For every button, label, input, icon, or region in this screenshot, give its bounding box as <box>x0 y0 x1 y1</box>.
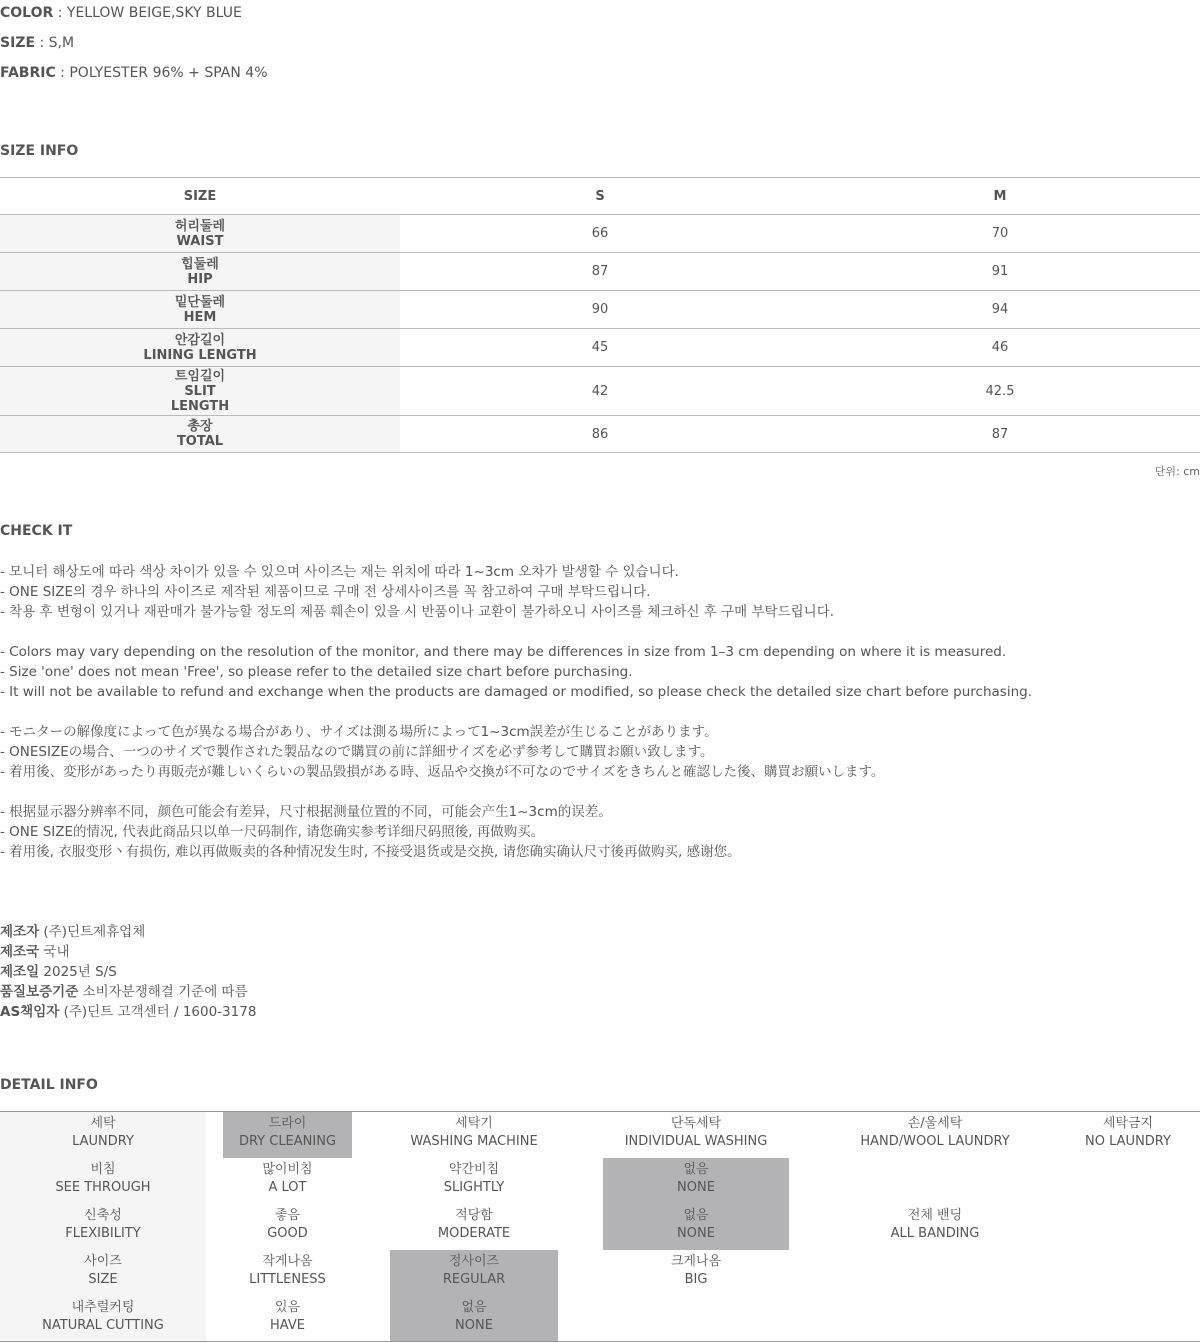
detail-option-individual: 단독세탁 INDIVIDUAL WASHING <box>624 1116 768 1149</box>
as-line <box>0 1003 256 1021</box>
date-value: 2025년 S/S <box>39 964 117 980</box>
detail-option-littleness: 작게나옴 LITTLENESS <box>249 1254 326 1287</box>
color-label: COLOR <box>0 5 54 21</box>
row-label: 트임길이 SLIT LENGTH <box>0 367 400 416</box>
header-size: SIZE <box>0 178 400 215</box>
detail-option-slightly: 약간비침 SLIGHTLY <box>443 1162 505 1195</box>
fabric-label: FABRIC <box>0 65 56 81</box>
check-line: - Size 'one' does not mean 'Free', so please refer to the detailed size chart before purchasing. <box>0 664 633 680</box>
detail-option-none-flexibility: 없음 NONE <box>603 1204 789 1250</box>
cell-s: 87 <box>400 253 800 291</box>
fabric-line <box>0 64 268 82</box>
check-it-title: CHECK IT <box>0 523 73 539</box>
row-label: 총장 TOTAL <box>0 416 400 453</box>
table-row <box>0 329 1200 367</box>
check-line: - ONE SIZE의 경우 하나의 사이즈로 제작된 제품이므로 구매 전 상세사이즈를 꼭 참고하여 구매 부탁드립니다. <box>0 584 651 600</box>
date-line <box>0 963 117 981</box>
detail-option-none-see-through: 없음 NONE <box>603 1158 789 1204</box>
check-line: - ONE SIZE的情况, 代表此商品只以单一尺码制作, 请您确实参考详细尺码照後, 再做购买。 <box>0 824 545 840</box>
size-table <box>0 177 1200 453</box>
date-label: 제조일 <box>0 964 40 980</box>
cell-m: 42.5 <box>800 367 1200 416</box>
detail-label-laundry: 세탁 LAUNDRY <box>72 1116 134 1149</box>
detail-option-big: 크게나옴 BIG <box>670 1254 722 1287</box>
check-line: - 着用後、変形があったり再販売が難しいくらいの製品毀損がある時、返品や交換が不可なのでサイズをきちんと確認した後、購買お願いします。 <box>0 764 885 780</box>
detail-option-dry-cleaning: 드라이 DRY CLEANING <box>223 1112 352 1158</box>
check-line: - 착용 후 변형이 있거나 재판매가 불가능할 정도의 제품 훼손이 있을 시 반품이나 교환이 불가하오니 사이즈를 체크하신 후 구매 부탁드립니다. <box>0 604 835 620</box>
check-line: - モニターの解像度によって色が異なる場合があり、サイズは測る場所によって1~3cm誤差が生じることがあります。 <box>0 724 718 740</box>
size-line <box>0 34 74 52</box>
check-line: - 着用後, 衣服变形丶有损伤, 难以再做贩卖的各种情况发生时, 不接受退货或是交换, 请您确实确认尺寸後再做购买, 感谢您。 <box>0 844 741 860</box>
color-line <box>0 4 242 22</box>
detail-option-good: 좋음 GOOD <box>267 1208 308 1241</box>
check-line: - It will not be available to refund and exchange when the products are damaged or modified, so please check the detailed size chart before purchasing. <box>0 684 1032 700</box>
detail-option-washing-machine: 세탁기 WASHING MACHINE <box>410 1116 538 1149</box>
cell-m: 87 <box>800 416 1200 453</box>
check-line: - 根据显示器分辨率不同，颜色可能会有差异，尺寸根据测量位置的不同，可能会产生1~3cm的误差。 <box>0 804 612 820</box>
fabric-value: : POLYESTER 96% + SPAN 4% <box>55 65 268 81</box>
cell-m: 70 <box>800 215 1200 253</box>
maker-label: 제조자 <box>0 924 40 940</box>
header-m: M <box>800 178 1200 215</box>
check-line: - ONESIZEの場合、一つのサイズで製作された製品なので購買の前に詳細サイズを必ず参考して購買お願い致します。 <box>0 744 714 760</box>
cell-m: 91 <box>800 253 1200 291</box>
detail-option-none-cutting: 없음 NONE <box>390 1296 558 1341</box>
row-label: 힙둘레 HIP <box>0 253 400 291</box>
row-label: 밑단둘레 HEM <box>0 291 400 329</box>
detail-option-all-banding: 전체 밴딩 ALL BANDING <box>890 1208 980 1241</box>
size-value: : S,M <box>35 35 75 51</box>
detail-option-a-lot: 많이비침 A LOT <box>262 1162 313 1195</box>
detail-label-size: 사이즈 SIZE <box>84 1254 122 1287</box>
detail-option-moderate: 적당함 MODERATE <box>437 1208 511 1241</box>
country-value: 국내 <box>39 944 70 960</box>
divider <box>0 1341 1200 1342</box>
cell-s: 86 <box>400 416 800 453</box>
header-s: S <box>400 178 800 215</box>
warranty-value: 소비자분쟁해결 기준에 따름 <box>78 984 248 1000</box>
cell-s: 90 <box>400 291 800 329</box>
maker-value: (주)딘트제휴업체 <box>39 924 146 940</box>
warranty-line <box>0 983 248 1001</box>
color-value: : YELLOW BEIGE,SKY BLUE <box>53 5 242 21</box>
row-label: 안감길이 LINING LENGTH <box>0 329 400 367</box>
detail-info-title: DETAIL INFO <box>0 1077 98 1093</box>
table-row <box>0 367 1200 416</box>
detail-option-have: 있음 HAVE <box>270 1300 305 1333</box>
check-line: - 모니터 해상도에 따라 색상 차이가 있을 수 있으며 사이즈는 재는 위치에 따라 1~3cm 오차가 발생할 수 있습니다. <box>0 564 679 580</box>
cell-s: 42 <box>400 367 800 416</box>
detail-label-flexibility: 신축성 FLEXIBILITY <box>65 1208 141 1241</box>
size-label: SIZE <box>0 35 36 51</box>
table-row <box>0 215 1200 253</box>
as-value: (주)딘트 고객센터 / 1600-3178 <box>59 1004 257 1020</box>
detail-label-natural-cutting: 내추럴커팅 NATURAL CUTTING <box>42 1300 164 1333</box>
table-row <box>0 416 1200 453</box>
as-label: AS책임자 <box>0 1004 60 1020</box>
cell-m: 46 <box>800 329 1200 367</box>
check-line: - Colors may vary depending on the resolution of the monitor, and there may be differences in size from 1–3 cm depending on where it is measured. <box>0 644 1007 660</box>
cell-s: 45 <box>400 329 800 367</box>
size-table-header <box>0 178 1200 215</box>
cell-s: 66 <box>400 215 800 253</box>
warranty-label: 품질보증기준 <box>0 984 79 1000</box>
country-line <box>0 943 70 961</box>
detail-option-hand-wool: 손/울세탁 HAND/WOOL LAUNDRY <box>860 1116 1010 1149</box>
cell-m: 94 <box>800 291 1200 329</box>
detail-option-regular: 정사이즈 REGULAR <box>390 1250 558 1296</box>
table-row <box>0 253 1200 291</box>
unit-note: 단위: cm <box>1154 465 1200 478</box>
detail-option-no-laundry: 세탁금지 NO LAUNDRY <box>1085 1116 1171 1149</box>
maker-line <box>0 923 145 941</box>
size-info-title: SIZE INFO <box>0 143 79 159</box>
row-label: 허리둘레 WAIST <box>0 215 400 253</box>
detail-label-see-through: 비침 SEE THROUGH <box>55 1162 151 1195</box>
country-label: 제조국 <box>0 944 40 960</box>
table-row <box>0 291 1200 329</box>
